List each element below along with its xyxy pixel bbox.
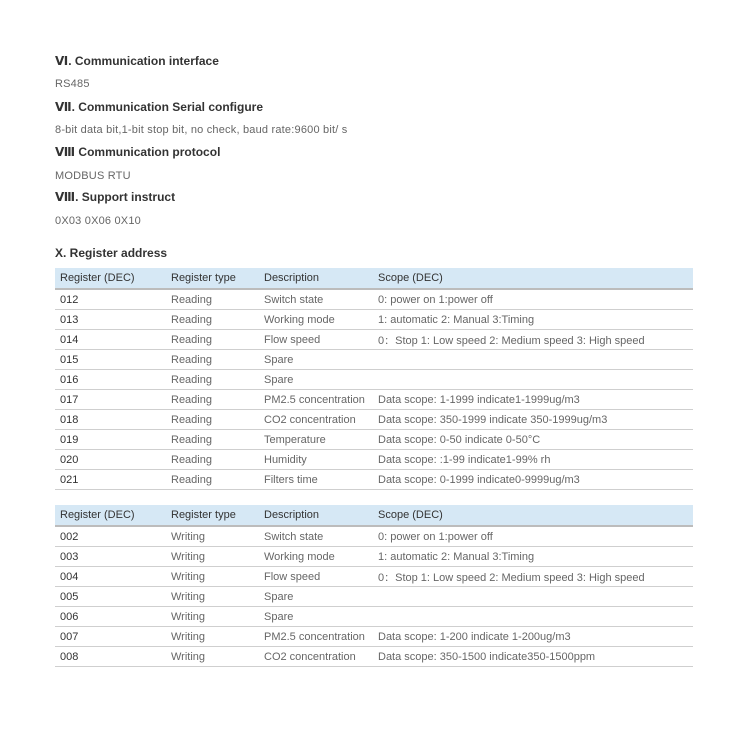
description-cell: Spare (259, 350, 373, 370)
register-cell: 008 (55, 647, 166, 667)
register-type-cell: Writing (166, 547, 259, 567)
section-heading-support-instruct: Ⅷ. Support instruct (55, 190, 176, 204)
writing-table-body (55, 526, 693, 667)
table-row (55, 607, 693, 627)
register-cell: 015 (55, 350, 166, 370)
description-cell: Working mode (259, 547, 373, 567)
table-row (55, 450, 693, 470)
table-row (55, 587, 693, 607)
register-type-cell: Writing (166, 647, 259, 667)
table-row (55, 289, 693, 310)
register-type-cell: Reading (166, 430, 259, 450)
table-row (55, 567, 693, 587)
column-header-scope: Scope (DEC) (373, 505, 693, 526)
register-cell: 019 (55, 430, 166, 450)
description-cell: Switch state (259, 289, 373, 310)
table-row (55, 350, 693, 370)
description-cell: Spare (259, 587, 373, 607)
column-header-register: Register (DEC) (55, 268, 166, 289)
table-row (55, 430, 693, 450)
register-type-cell: Writing (166, 607, 259, 627)
table-row (55, 330, 693, 350)
register-cell: 020 (55, 450, 166, 470)
scope-cell: Data scope: 350-1500 indicate350-1500ppm (373, 647, 693, 667)
register-cell: 021 (55, 470, 166, 490)
table-row (55, 310, 693, 330)
description-cell: PM2.5 concentration (259, 390, 373, 410)
register-type-cell: Writing (166, 526, 259, 547)
scope-cell (373, 350, 693, 370)
communication-interface-value: RS485 (55, 78, 90, 90)
scope-cell: Data scope: :1-99 indicate1-99% rh (373, 450, 693, 470)
description-cell: Flow speed (259, 567, 373, 587)
scope-cell: 1: automatic 2: Manual 3:Timing (373, 547, 693, 567)
section-heading-serial-configure: Ⅶ. Communication Serial configure (55, 100, 263, 114)
description-cell: Spare (259, 607, 373, 627)
description-cell: PM2.5 concentration (259, 627, 373, 647)
table-row (55, 470, 693, 490)
section-heading-register-address: X. Register address (55, 246, 168, 260)
scope-cell: 0：Stop 1: Low speed 2: Medium speed 3: High speed (373, 567, 693, 587)
section-heading-communication-interface: Ⅵ. Communication interface (55, 54, 219, 68)
register-type-cell: Reading (166, 310, 259, 330)
register-type-cell: Writing (166, 627, 259, 647)
table-row (55, 390, 693, 410)
register-type-cell: Reading (166, 390, 259, 410)
description-cell: Temperature (259, 430, 373, 450)
table-header-row (55, 505, 693, 526)
communication-protocol-value: MODBUS RTU (55, 170, 131, 182)
column-header-scope: Scope (DEC) (373, 268, 693, 289)
register-type-cell: Writing (166, 587, 259, 607)
column-header-register-type: Register type (166, 505, 259, 526)
scope-cell (373, 607, 693, 627)
serial-configure-value: 8-bit data bit,1-bit stop bit, no check, baud rate:9600 bit/ s (55, 124, 348, 136)
description-cell: Working mode (259, 310, 373, 330)
column-header-description: Description (259, 268, 373, 289)
scope-cell: 0：Stop 1: Low speed 2: Medium speed 3: High speed (373, 330, 693, 350)
register-cell: 014 (55, 330, 166, 350)
scope-cell (373, 587, 693, 607)
description-cell: Spare (259, 370, 373, 390)
register-cell: 016 (55, 370, 166, 390)
register-type-cell: Writing (166, 567, 259, 587)
description-cell: CO2 concentration (259, 647, 373, 667)
scope-cell: Data scope: 0-1999 indicate0-9999ug/m3 (373, 470, 693, 490)
register-type-cell: Reading (166, 289, 259, 310)
table-row (55, 647, 693, 667)
writing-register-table (55, 505, 693, 667)
register-cell: 005 (55, 587, 166, 607)
register-cell: 013 (55, 310, 166, 330)
reading-register-table (55, 268, 693, 490)
register-cell: 002 (55, 526, 166, 547)
register-type-cell: Reading (166, 470, 259, 490)
description-cell: Flow speed (259, 330, 373, 350)
description-cell: Humidity (259, 450, 373, 470)
register-cell: 012 (55, 289, 166, 310)
description-cell: Filters time (259, 470, 373, 490)
scope-cell: 0: power on 1:power off (373, 289, 693, 310)
description-cell: Switch state (259, 526, 373, 547)
register-cell: 003 (55, 547, 166, 567)
register-cell: 004 (55, 567, 166, 587)
register-cell: 007 (55, 627, 166, 647)
table-row (55, 410, 693, 430)
register-type-cell: Reading (166, 370, 259, 390)
reading-table-body (55, 289, 693, 490)
table-header-row (55, 268, 693, 289)
scope-cell: Data scope: 350-1999 indicate 350-1999ug/m3 (373, 410, 693, 430)
table-row (55, 370, 693, 390)
scope-cell: 1: automatic 2: Manual 3:Timing (373, 310, 693, 330)
table-row (55, 526, 693, 547)
scope-cell: Data scope: 1-1999 indicate1-1999ug/m3 (373, 390, 693, 410)
table-row (55, 547, 693, 567)
register-type-cell: Reading (166, 350, 259, 370)
section-heading-communication-protocol: Ⅷ Communication protocol (55, 145, 221, 159)
support-instruct-value: 0X03 0X06 0X10 (55, 215, 141, 227)
scope-cell: Data scope: 0-50 indicate 0-50°C (373, 430, 693, 450)
register-cell: 018 (55, 410, 166, 430)
register-type-cell: Reading (166, 330, 259, 350)
register-type-cell: Reading (166, 450, 259, 470)
scope-cell: 0: power on 1:power off (373, 526, 693, 547)
register-cell: 006 (55, 607, 166, 627)
column-header-register-type: Register type (166, 268, 259, 289)
column-header-register: Register (DEC) (55, 505, 166, 526)
scope-cell: Data scope: 1-200 indicate 1-200ug/m3 (373, 627, 693, 647)
register-cell: 017 (55, 390, 166, 410)
table-row (55, 627, 693, 647)
description-cell: CO2 concentration (259, 410, 373, 430)
scope-cell (373, 370, 693, 390)
column-header-description: Description (259, 505, 373, 526)
register-type-cell: Reading (166, 410, 259, 430)
